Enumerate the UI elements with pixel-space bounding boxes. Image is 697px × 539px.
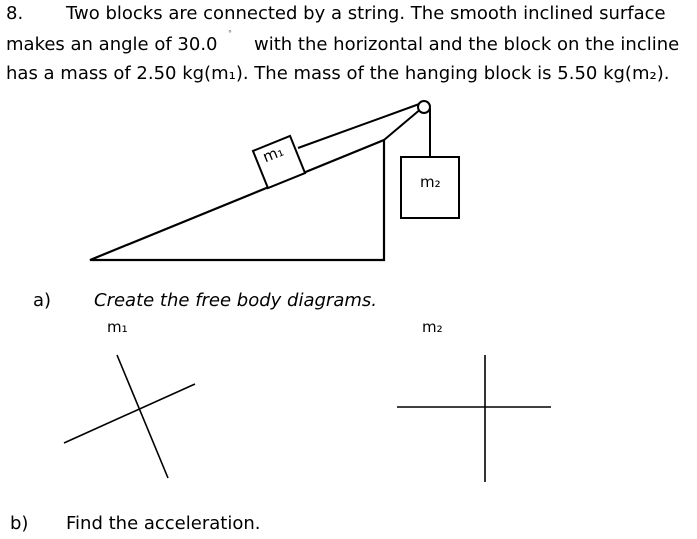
- incline-wedge: [90, 140, 384, 260]
- problem-line-2b: with the horizontal and the block on the incline: [254, 34, 680, 55]
- block2-label: m₂: [420, 173, 441, 191]
- problem-line-1: Two blocks are connected by a string. The smooth inclined surface: [66, 3, 666, 24]
- part-b-text: Find the acceleration.: [66, 513, 261, 534]
- part-a-text: Create the free body diagrams.: [94, 290, 377, 311]
- string-incline: [298, 103, 422, 148]
- part-a-marker: a): [33, 290, 52, 311]
- pulley-bracket: [384, 108, 422, 140]
- fbd1-axis-incline: [64, 384, 195, 443]
- block1-label: m₁: [260, 141, 287, 167]
- problem-line-3: has a mass of 2.50 kg(m₁). The mass of the hanging block is 5.50 kg(m₂).: [6, 63, 670, 84]
- fbd1-label: m₁: [107, 318, 128, 336]
- problem-number: 8.: [6, 3, 24, 24]
- degree-mark: °: [228, 29, 232, 38]
- problem-line-2a: makes an angle of 30.0: [6, 34, 218, 55]
- fbd2-label: m₂: [422, 318, 443, 336]
- part-b-marker: b): [10, 513, 29, 534]
- pulley: [418, 101, 430, 113]
